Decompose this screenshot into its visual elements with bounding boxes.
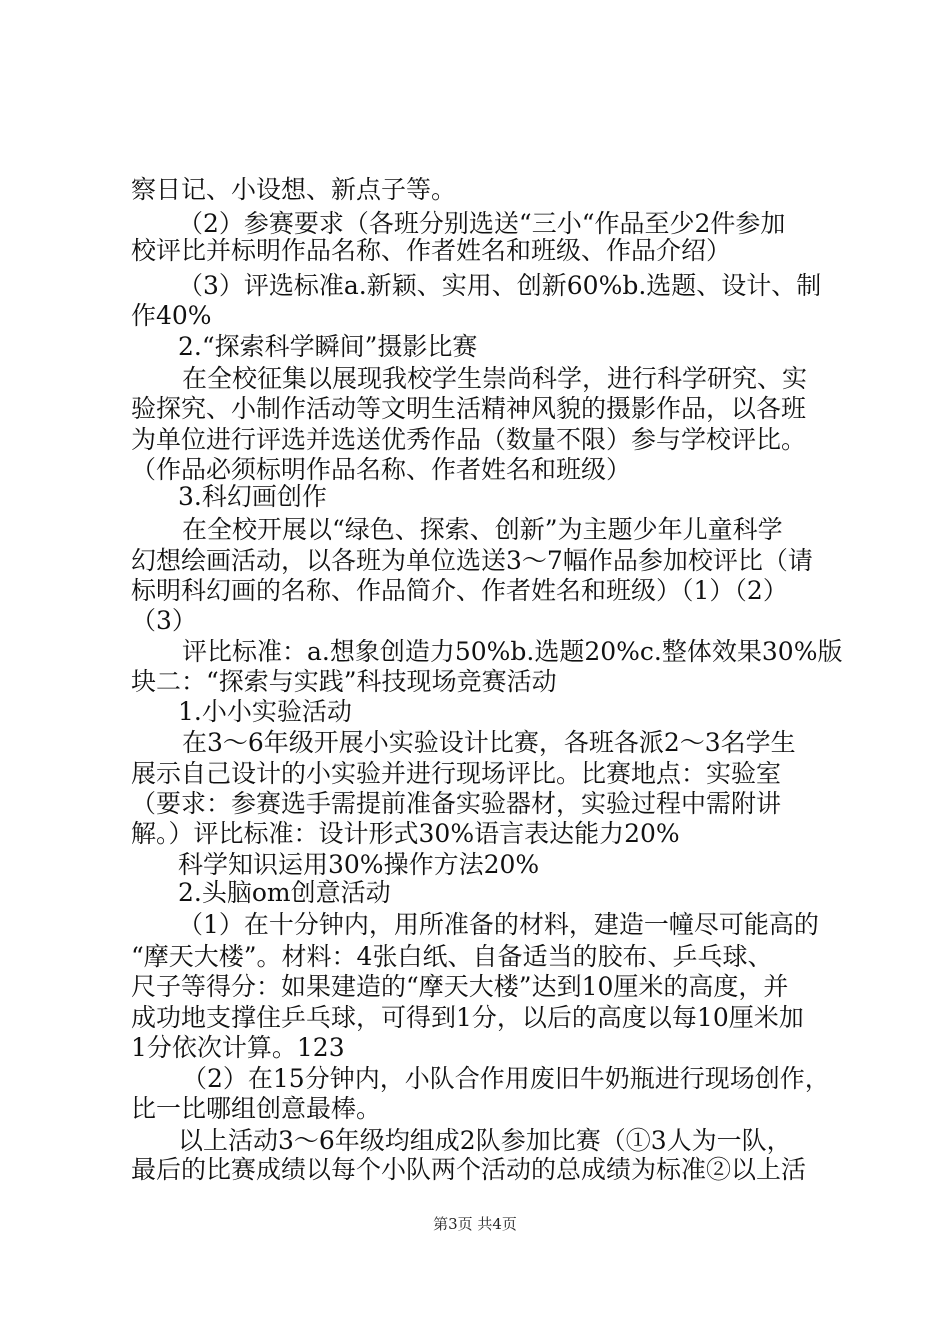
text-line: 科学知识运用30%操作方法20% bbox=[178, 850, 540, 879]
page-footer: 第3页 共4页 bbox=[433, 1215, 517, 1233]
text-line: 以上活动3～6年级均组成2队参加比赛（①3人为一队， bbox=[178, 1126, 792, 1155]
text-line: 比一比哪组创意最棒。 bbox=[131, 1094, 382, 1123]
text-line: （3）评选标准a.新颖、实用、创新60%b.选题、设计、制 bbox=[178, 271, 822, 300]
text-line: 解。）评比标准：设计形式30%语言表达能力20% bbox=[131, 819, 680, 848]
text-line: （1）在十分钟内，用所准备的材料，建造一幢尽可能高的 bbox=[178, 910, 819, 939]
section-heading: 2.“探索科学瞬间”摄影比赛 bbox=[178, 332, 478, 361]
text-line: 在全校征集以展现我校学生崇尚科学，进行科学研究、实 bbox=[182, 364, 808, 393]
section-heading: 2.头脑om创意活动 bbox=[178, 878, 391, 907]
text-line: （作品必须标明作品名称、作者姓名和班级） bbox=[131, 455, 632, 484]
text-line: 为单位进行评选并选送优秀作品（数量不限）参与学校评比。 bbox=[131, 425, 807, 454]
section-heading: 1.小小实验活动 bbox=[178, 697, 352, 726]
text-line: （2）参赛要求（各班分别选送“三小“作品至少2件参加 bbox=[178, 209, 786, 238]
text-line: （要求：参赛选手需提前准备实验器材，实验过程中需附讲 bbox=[131, 789, 782, 818]
text-line: 1分依次计算。123 bbox=[131, 1033, 345, 1062]
text-line: 展示自己设计的小实验并进行现场评比。比赛地点：实验室 bbox=[131, 759, 782, 788]
text-line: 幻想绘画活动，以各班为单位选送3～7幅作品参加校评比（请 bbox=[131, 546, 813, 575]
text-line: （3） bbox=[131, 606, 197, 635]
text-line: 成功地支撑住乒乓球，可得到1分，以后的高度以每10厘米加 bbox=[131, 1003, 804, 1032]
text-line: 在3～6年级开展小实验设计比赛，各班各派2～3名学生 bbox=[182, 728, 796, 757]
text-line: 块二：“探索与实践”科技现场竞赛活动 bbox=[131, 667, 557, 696]
text-line: 察日记、小设想、新点子等。 bbox=[131, 175, 457, 204]
text-line: 最后的比赛成绩以每个小队两个活动的总成绩为标准②以上活 bbox=[131, 1155, 807, 1184]
text-line: 标明科幻画的名称、作品简介、作者姓名和班级）（1）（2） bbox=[131, 576, 788, 605]
text-line: 验探究、小制作活动等文明生活精神风貌的摄影作品，以各班 bbox=[131, 394, 807, 423]
text-line: “摩天大楼”。材料：4张白纸、自备适当的胶布、乒乓球、 bbox=[131, 942, 773, 971]
section-heading: 3.科幻画创作 bbox=[178, 482, 327, 511]
text-line: （2）在15分钟内，小队合作用废旧牛奶瓶进行现场创作， bbox=[182, 1064, 830, 1093]
text-line: 作40% bbox=[131, 301, 212, 330]
text-line: 评比标准：a.想象创造力50%b.选题20%c.整体效果30%版 bbox=[182, 637, 843, 666]
text-line: 在全校开展以“绿色、探索、创新”为主题少年儿童科学 bbox=[182, 515, 783, 544]
text-line: 尺子等得分：如果建造的“摩天大楼”达到10厘米的高度，并 bbox=[131, 972, 789, 1001]
text-line: 校评比并标明作品名称、作者姓名和班级、作品介绍） bbox=[131, 236, 732, 265]
